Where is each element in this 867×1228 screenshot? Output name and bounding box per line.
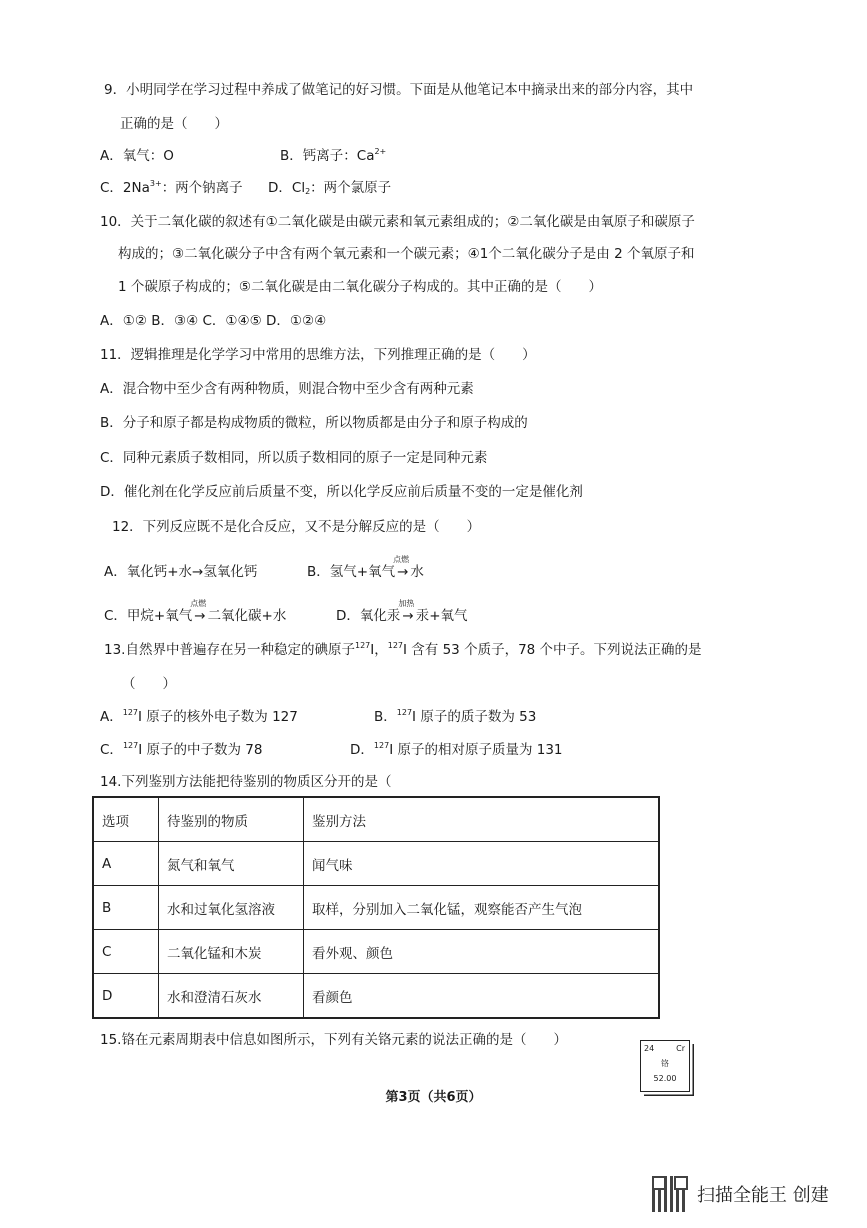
atomic-mass: 52.00 xyxy=(653,1074,677,1083)
q9-stem-line1: 9．小明同学在学习过程中养成了做笔记的好习惯。下面是从他笔记本中摘录出来的部分内容，其中 xyxy=(104,82,694,98)
qr-code-icon xyxy=(652,1176,688,1212)
q11-option-a: A．混合物中至少含有两种物质，则混合物中至少含有两种元素 xyxy=(100,381,474,397)
table-cell: 取样，分别加入二氧化锰，观察能否产生气泡 xyxy=(304,886,660,930)
q13-option-b: B．$^{127}$I 原子的质子数为 53 xyxy=(374,708,537,725)
table-cell: A xyxy=(93,842,159,886)
q11-option-c: C．同种元素质子数相同，所以质子数相同的原子一定是同种元素 xyxy=(100,450,488,466)
q14-stem: 14.下列鉴别方法能把待鉴别的物质区分开的是（ xyxy=(100,774,392,790)
q11-option-d: D．催化剂在化学反应前后质量不变，所以化学反应前后质量不变的一定是催化剂 xyxy=(100,484,583,500)
q13-option-d: D．$^{127}$I 原子的相对原子质量为 131 xyxy=(350,741,563,758)
table-header-cell: 选项 xyxy=(93,797,159,842)
q13-option-a: A．$^{127}$I 原子的核外电子数为 127 xyxy=(100,708,298,725)
element-name: 铬 xyxy=(661,1059,669,1068)
q10-options: A．①② B．③④ C．①④⑤ D．①②④ xyxy=(100,313,327,329)
table-cell: 闻气味 xyxy=(304,842,660,886)
q12-stem: 12．下列反应既不是化合反应，又不是分解反应的是（ ） xyxy=(112,519,481,535)
page-number: 第3页（共6页） xyxy=(385,1090,482,1105)
element-symbol: Cr xyxy=(676,1044,685,1053)
table-row xyxy=(93,930,659,974)
table-header-row xyxy=(93,797,659,842)
q13-stem-line1: 13.自然界中普遍存在另一种稳定的碘原子$^{127}$I，$^{127}$I 含有 53 个质子，78 个中子。下列说法正确的是 xyxy=(104,641,702,658)
q12-option-b: B．氢气+氧气 点燃 → 水 xyxy=(307,555,424,580)
q13-stem-line2: （ ） xyxy=(122,676,176,692)
table-header-cell: 待鉴别的物质 xyxy=(159,797,304,842)
table-header-cell: 鉴别方法 xyxy=(304,797,660,842)
q10-stem-line3: 1 个碳原子构成的；⑤二氧化碳是由二氧化碳分子构成的。其中正确的是（ ） xyxy=(118,279,602,295)
table-cell: D xyxy=(93,974,159,1019)
q12-option-c: C．甲烷+氧气 点燃 → 二氧化碳+水 xyxy=(104,599,287,624)
q14-table xyxy=(92,796,660,1019)
table-row xyxy=(93,842,659,886)
table-row xyxy=(93,974,659,1019)
table-cell: C xyxy=(93,930,159,974)
table-cell: 水和澄清石灰水 xyxy=(159,974,304,1019)
q12-option-a: A．氧化钙+水→氢氧化钙 xyxy=(104,564,258,580)
q13-option-c: C．$^{127}$I 原子的中子数为 78 xyxy=(100,741,263,758)
q12-option-d: D．氧化汞 加热 → 汞+氧气 xyxy=(336,599,468,624)
q10-stem-line1: 10．关于二氧化碳的叙述有①二氧化碳是由碳元素和氧元素组成的；②二氧化碳是由氧原子和碳原子 xyxy=(100,214,695,230)
q9-option-d: D．$Cl_2$：两个氯原子 xyxy=(268,180,392,196)
atomic-number: 24 xyxy=(644,1044,655,1053)
table-cell: 二氧化锰和木炭 xyxy=(159,930,304,974)
table-cell: B xyxy=(93,886,159,930)
q9-stem-line2: 正确的是（ ） xyxy=(120,116,228,132)
table-cell: 看颜色 xyxy=(304,974,660,1019)
scanner-watermark: 扫描全能王 创建 xyxy=(697,1185,829,1206)
table-cell: 水和过氧化氢溶液 xyxy=(159,886,304,930)
q11-option-b: B．分子和原子都是构成物质的微粒，所以物质都是由分子和原子构成的 xyxy=(100,415,528,431)
q9-option-a: A．氧气：O xyxy=(100,148,174,164)
q9-option-c: C．$2Na^{3+}$：两个钠离子 xyxy=(100,179,243,196)
q15-stem: 15.铬在元素周期表中信息如图所示，下列有关铬元素的说法正确的是（ ） xyxy=(100,1032,567,1048)
periodic-element-card xyxy=(640,1040,690,1092)
q9-option-b: B．钙离子：$Ca^{2+}$ xyxy=(280,147,387,164)
table-cell: 氮气和氧气 xyxy=(159,842,304,886)
q11-stem: 11．逻辑推理是化学学习中常用的思维方法，下列推理正确的是（ ） xyxy=(100,347,536,363)
q10-stem-line2: 构成的；③二氧化碳分子中含有两个氧元素和一个碳元素；④1个二氧化碳分子是由 2 个氧原子和 xyxy=(118,246,695,262)
table-row xyxy=(93,886,659,930)
table-cell: 看外观、颜色 xyxy=(304,930,660,974)
